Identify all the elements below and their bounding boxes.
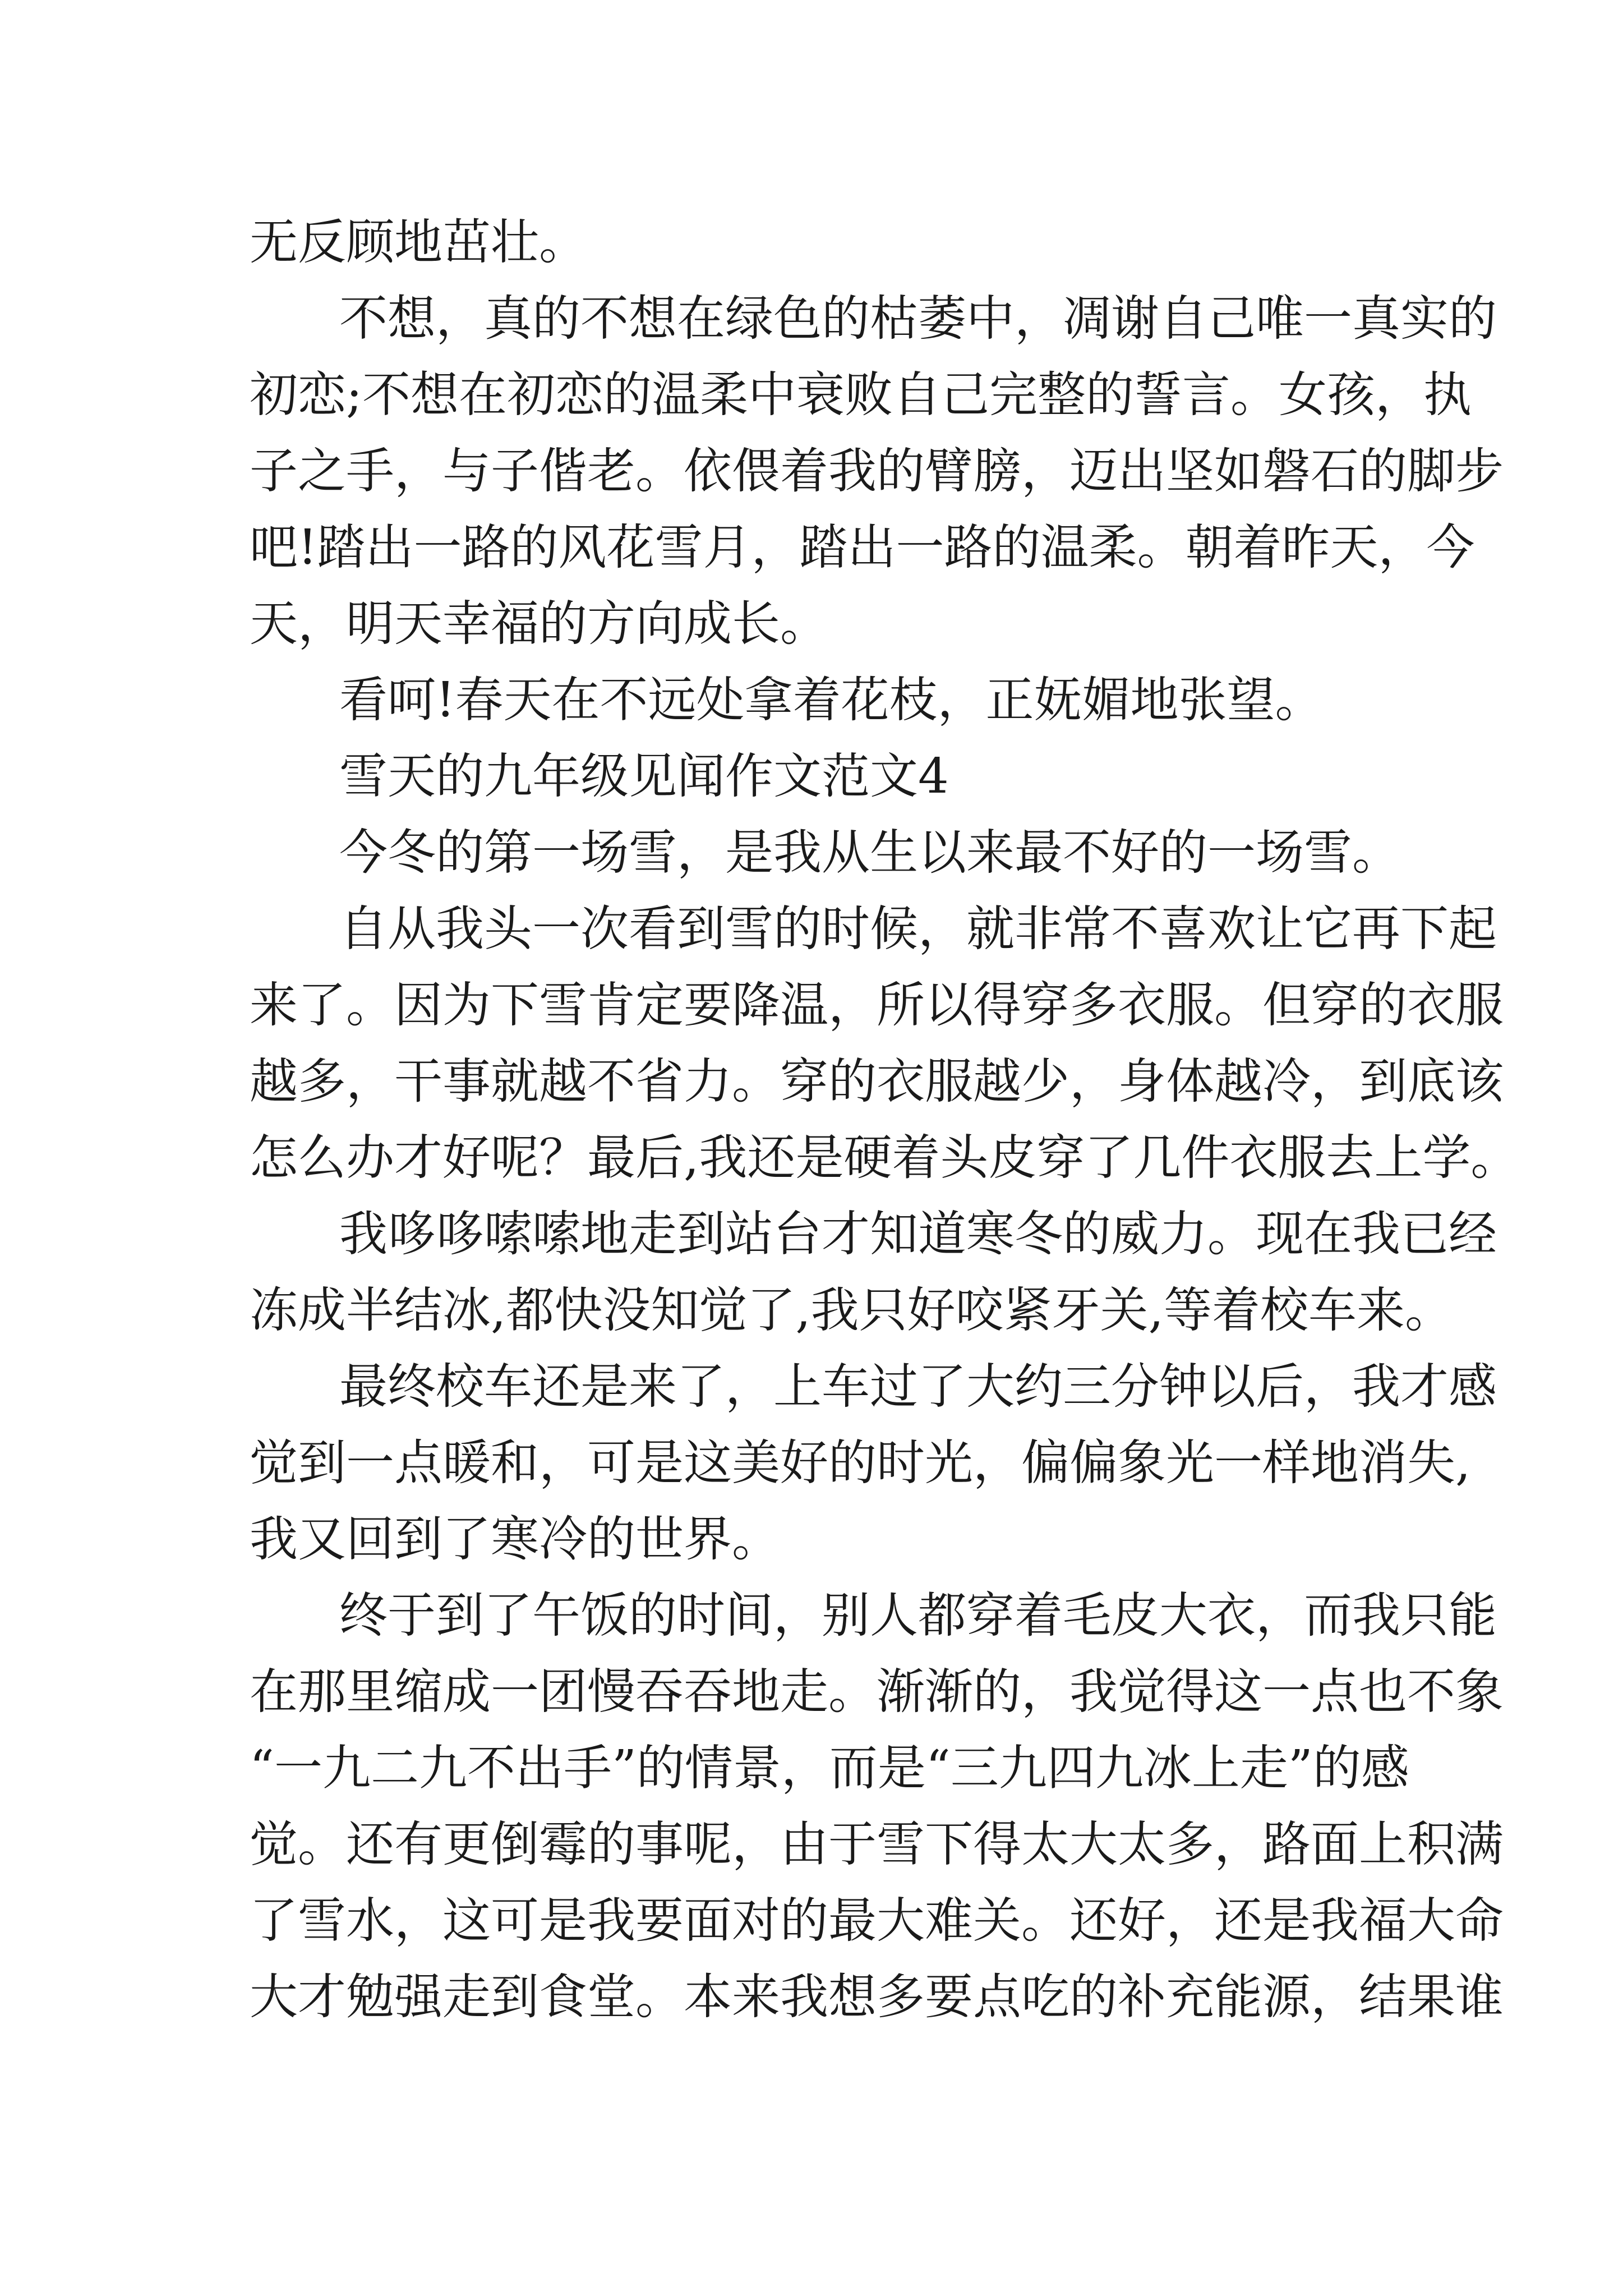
- text-line: 大才勉强走到食堂。本来我想多要点吃的补充能源，结果谁: [250, 1969, 1504, 2025]
- text-line: 了雪水，这可是我要面对的最大难关。还好，还是我福大命: [250, 1893, 1504, 1949]
- text-line: 无反顾地茁壮。: [250, 214, 587, 270]
- text-line: 觉。还有更倒霉的事呢，由于雪下得太大太多，路面上积满: [250, 1816, 1504, 1872]
- text-line: 在那里缩成一团慢吞吞地走。渐渐的，我觉得这一点也不象: [250, 1664, 1504, 1720]
- text-line: 今冬的第一场雪，是我从生以来最不好的一场雪。: [339, 825, 1400, 881]
- text-line: 不想，真的不想在绿色的枯萎中，凋谢自己唯一真实的: [339, 291, 1497, 347]
- text-line: 来了。因为下雪肯定要降温，所以得穿多衣服。但穿的衣服: [250, 977, 1504, 1033]
- text-line: 越多，干事就越不省力。穿的衣服越少，身体越冷，到底该: [250, 1053, 1504, 1110]
- text-line: 怎么办才好呢？最后,我还是硬着头皮穿了几件衣服去上学。: [250, 1130, 1519, 1186]
- text-line: 我哆哆嗦嗦地走到站台才知道寒冬的威力。现在我已经: [339, 1206, 1497, 1262]
- text-line: 天，明天幸福的方向成长。: [250, 596, 828, 652]
- text-line: 看呵!春天在不远处拿着花枝，正妩媚地张望。: [339, 672, 1324, 728]
- text-line: 冻成半结冰,都快没知觉了,我只好咬紧牙关,等着校车来。: [250, 1282, 1454, 1338]
- text-line: 初恋;不想在初恋的温柔中衰败自己完整的誓言。女孩，执: [250, 367, 1472, 423]
- text-line: 我又回到了寒冷的世界。: [250, 1511, 780, 1567]
- text-line: “一九二九不出手”的情景，而是“三九四九冰上走”的感: [250, 1740, 1409, 1796]
- text-line: 吧!踏出一路的风花雪月，踏出一路的温柔。朝着昨天，今: [250, 519, 1475, 576]
- text-line: 子之手，与子偕老。依偎着我的臂膀，迈出坚如磐石的脚步: [250, 443, 1504, 499]
- text-line: 最终校车还是来了，上车过了大约三分钟以后，我才感: [339, 1359, 1497, 1415]
- section-heading: 雪天的九年级见闻作文范文4: [339, 748, 949, 804]
- text-line: 觉到一点暖和，可是这美好的时光，偏偏象光一样地消失,: [250, 1435, 1471, 1491]
- text-line: 终于到了午饭的时间，别人都穿着毛皮大衣，而我只能: [339, 1588, 1497, 1644]
- text-line: 自从我头一次看到雪的时候，就非常不喜欢让它再下起: [339, 901, 1497, 957]
